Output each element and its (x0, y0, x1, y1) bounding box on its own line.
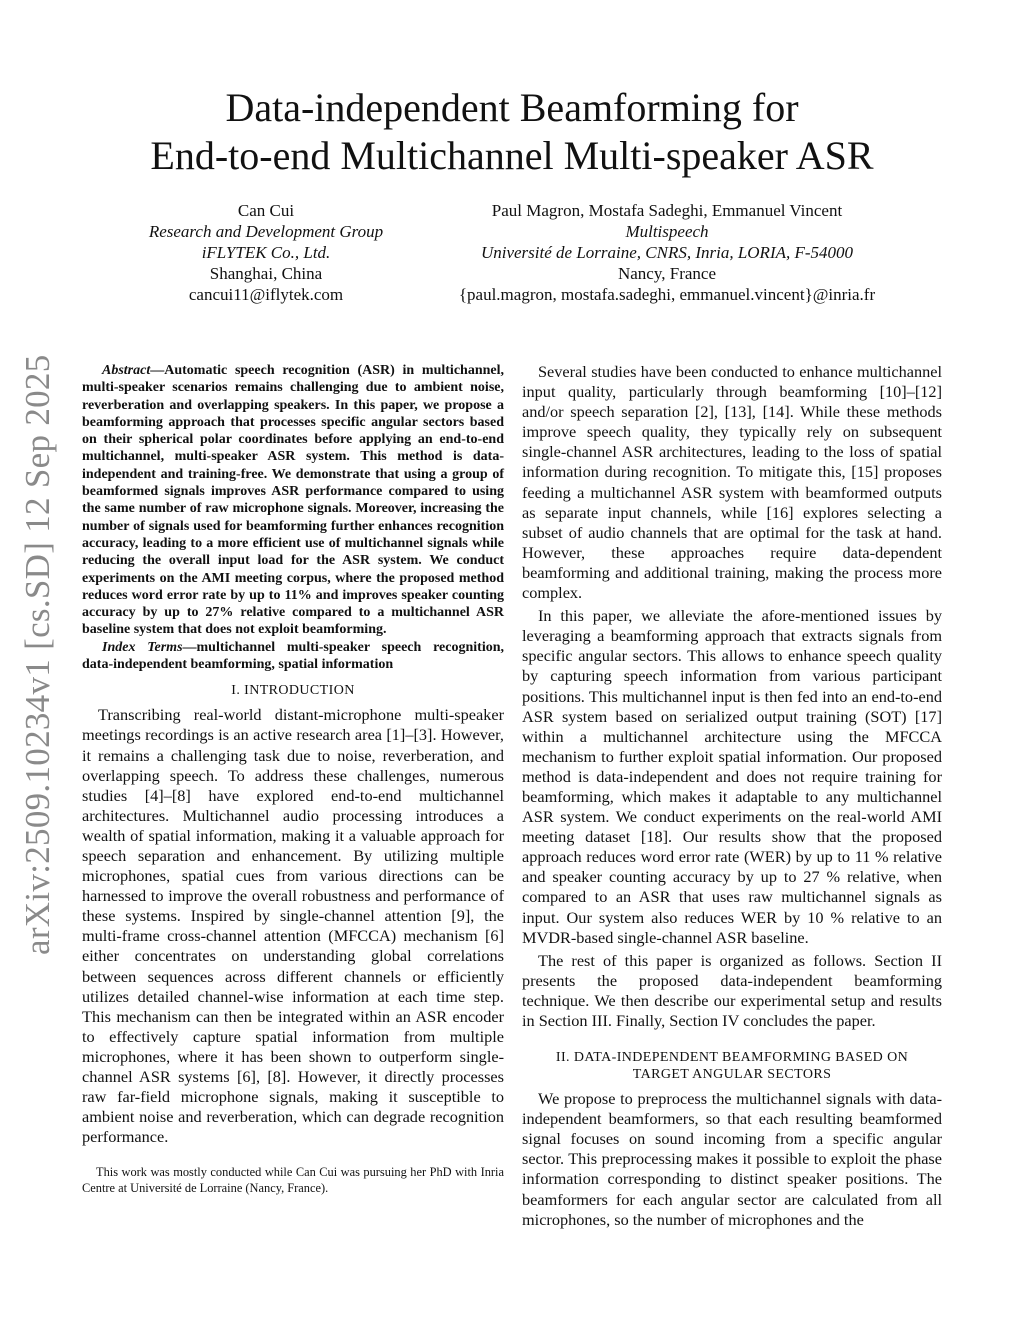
author-department: Research and Development Group (148, 222, 384, 241)
index-terms-text: —multichannel multi-speaker speech recognition, data-independent beamforming, spatial information (82, 639, 504, 673)
index-terms-label: Index Terms (102, 639, 183, 655)
author-email: {paul.magron, mostafa.sadeghi, emmanuel.vincent}@inria.fr (458, 285, 876, 304)
author-organization: Université de Lorraine, CNRS, Inria, LORIA, F-54000 (480, 243, 854, 262)
author-organization: iFLYTEK Co., Ltd. (201, 243, 331, 262)
author-name: Can Cui (237, 201, 295, 220)
author-department: Multispeech (625, 222, 709, 241)
abstract (82, 362, 504, 639)
title-line-1: Data-independent Beamforming for (225, 85, 799, 130)
section-heading-beamforming (522, 1049, 942, 1083)
footnote: This work was mostly conducted while Can Cui was pursuing her PhD with Inria Centre at Université de Lorraine (Nancy, France). (82, 1165, 504, 1195)
intro-paragraph: Several studies have been conducted to enhance multichannel input quality, particularly through beamforming [10]–[12] and/or speech separation [2], [13], [14]. While these methods improve speech quality, they typically rely on subsequent single-channel ASR architectures, leading to the loss of spatial information during recognition. To mitigate this, [15] proposes feeding a multichannel ASR system with beamformed outputs as separate input channels, while [16] explores selecting a subset of audio channels that are optimal for the task at hand. However, these approaches require data-dependent beamforming and additional training, making the process more complex. (522, 362, 942, 603)
arxiv-identifier: arXiv:2509.10234v1 [cs.SD] 12 Sep 2025 (18, 354, 57, 955)
section-paragraph: We propose to preprocess the multichannel signals with data-independent beamformers, so that each resulting beamformed signal focuses on sound incoming from a specific angular sector. This preprocessing makes it possible to exploit the phase information corresponding to distinct speaker positions. The beamformers for each angular sector are calculated from all microphones, so the number of microphones and the (522, 1089, 942, 1229)
abstract-label: Abstract (102, 363, 151, 378)
intro-paragraph: In this paper, we alleviate the afore-mentioned issues by leveraging a beamforming approach that extracts signals from specific angular sectors. This allows to enhance speech quality by capturing speech information from various participant positions. This multichannel input is then fed into an end-to-end ASR system based on serialized output training (SOT) [17] within a multichannel architecture using the MFCCA mechanism to further exploit spatial information. Our proposed method is data-independent and does not require training for beamforming, which makes it adaptable to any multichannel ASR system. We conduct experiments on the real-world AMI meeting dataset [18]. Our results show that the proposed approach reduces word error rate (WER) by up to 11 % relative and speaker counting accuracy by up to 27 % relative, when compared to an ASR that uses raw multichannel signals as input. Our system also reduces WER by 10 % relative to an MVDR-based single-channel ASR baseline. (522, 606, 942, 947)
author-city: Nancy, France (617, 264, 716, 283)
section-heading-introduction: I. INTRODUCTION (231, 683, 355, 699)
author-city: Shanghai, China (209, 264, 323, 283)
author-email: cancui11@iflytek.com (188, 285, 344, 304)
paper-title (0, 84, 1024, 180)
intro-paragraph: The rest of this paper is organized as follows. Section II presents the proposed data-independent beamforming technique. We then describe our experimental setup and results in Section III. Finally, Section IV concludes the paper. (522, 950, 942, 1030)
abstract-text: —Automatic speech recognition (ASR) in multichannel, multi-speaker scenarios remains challenging due to ambient noise, reverberation and overlapping speakers. In this paper, we propose a beamforming approach that processes specific angular sectors based on their spherical polar coordinates before applying an end-to-end multichannel, multi-speaker ASR system. This method is data-independent and training-free. We demonstrate that using a group of beamformed signals improves ASR performance compared to using the same number of raw microphone signals. Moreover, increasing the number of signals used for beamforming further enhances recognition accuracy, leading to a more efficient use of multichannel signals while reducing the overall input load for the ASR system. We conduct experiments on the AMI meeting corpus, where the proposed method reduces word error rate by up to 11% and improves speaker counting accuracy by up to 27% relative compared to a multichannel ASR baseline system that does not exploit beamforming. (82, 363, 504, 638)
left-column (82, 362, 504, 1196)
intro-paragraph: Transcribing real-world distant-microphone multi-speaker meetings recordings is an active research area [1]–[3]. However, it remains a challenging task due to noise, reverberation, and overlapping speech. To address these challenges, numerous studies [4]–[8] have explored end-to-end multichannel architectures. Multichannel audio processing introduces a wealth of spatial information, making it a valuable approach for speech separation and enhancement. By utilizing multiple microphones, spatial cues from various directions can be harnessed to improve the overall robustness and performance of these systems. Inspired by single-channel attention [9], the multi-frame cross-channel attention (MFCCA) mechanism [6] either concentrates on understanding global correlations between sequences across different channels or efficiently utilizes detailed channel-wise information at each time step. This mechanism can then be integrated within an ASR encoder to effectively capture spatial information from multiple microphones, where it has been shown to outperform single-channel ASR systems [6], [8]. However, it directly processes raw far-field microphone signals, making it susceptible to ambient noise and reverberation, which can degrade recognition performance. (82, 705, 504, 1147)
author-block-right (438, 200, 896, 305)
section-heading-line-1: II. DATA-INDEPENDENT BEAMFORMING BASED ON (555, 1050, 909, 1066)
section-heading-line-2: TARGET ANGULAR SECTORS (632, 1067, 832, 1083)
right-column (522, 362, 942, 1230)
author-block-left (128, 200, 404, 305)
index-terms (82, 639, 504, 674)
title-line-2: End-to-end Multichannel Multi-speaker ASR (150, 133, 874, 178)
author-names: Paul Magron, Mostafa Sadeghi, Emmanuel Vincent (491, 201, 843, 220)
